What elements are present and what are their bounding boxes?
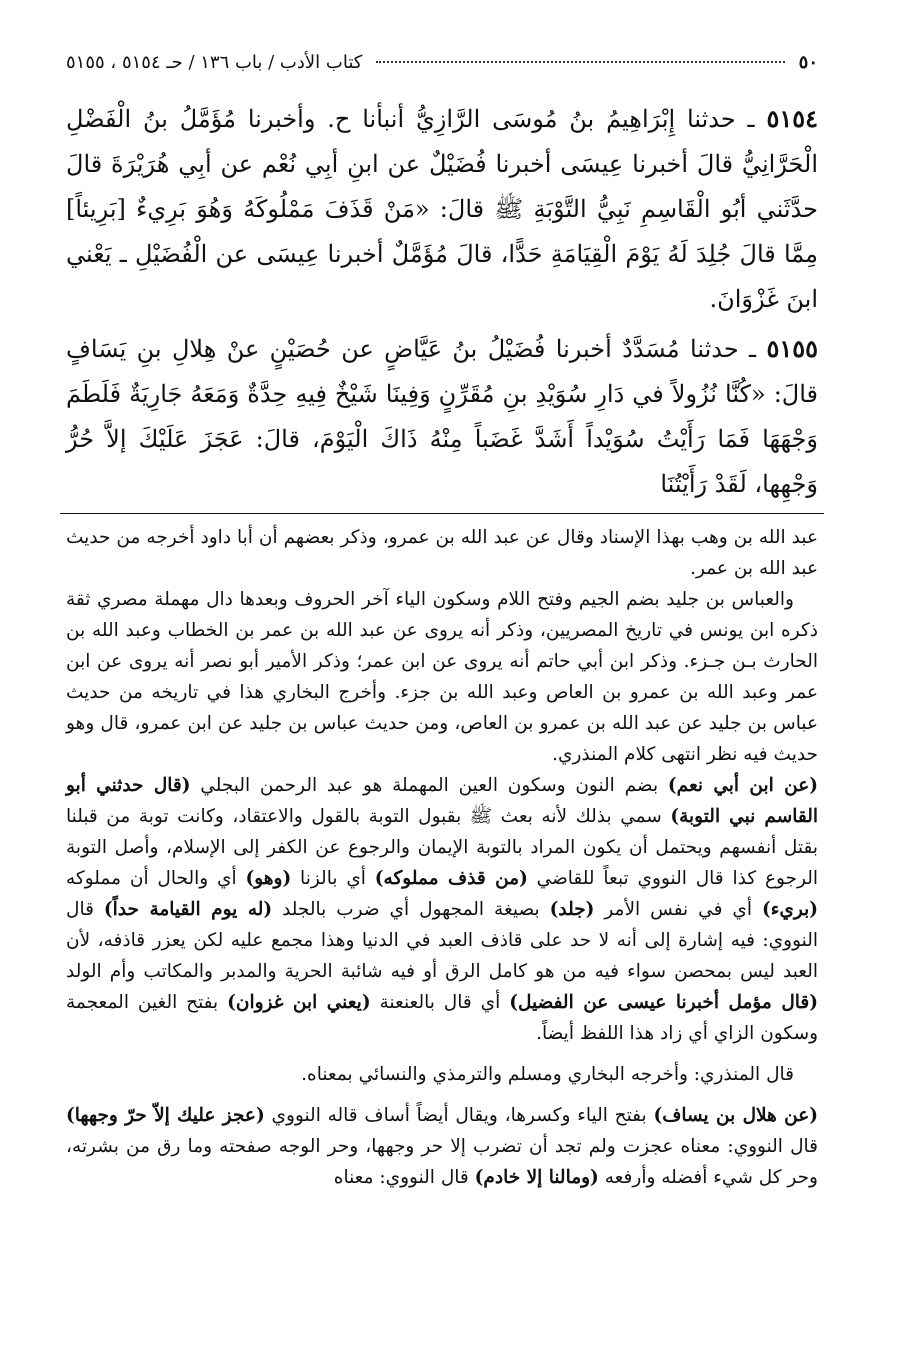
commentary-text: قال النووي: فيه إشارة إلى أنه لا حد على قاذف العبد في الدنيا وهذا مجمع عليه لكن يعزر قاذفه، لأن العبد ليس بمحصن سواء فيه من هو كامل الرق أو فيه شائبة الحرية والمدبر والمكاتب وأم الولد: [66, 899, 818, 982]
commentary-text: أي قال بالعنعنة: [370, 992, 510, 1013]
commentary-text: بصيغة المجهول أي ضرب بالجلد: [272, 899, 550, 920]
commentary-text: بضم النون وسكون العين المهملة هو عبد الرحمن البجلي: [190, 775, 668, 796]
running-head-title: كتاب الأدب / باب ١٣٦ / حـ ٥١٥٤ ، ٥١٥٥: [66, 52, 363, 73]
hadith-text: ـ حدثنا إِبْرَاهِيمُ بنُ مُوسَى الرَّازِيُّ أنبأنا ح. وأخبرنا مُؤَمَّلُ بنُ الْفَضْلِ الْحَرَّانِيُّ قالَ أخبرنا عِيسَى أخبرنا فُضَيْلٌ عن ابنِ أبِي نُعْم عن أبِي هُرَيْرَةَ قالَ حدَّثَني أبُو الْقَاسِمِ نَبِيُّ التَّوْبَةِ ﷺ قالَ: «مَنْ قَذَفَ مَمْلُوكَهُ وَهُوَ بَرِيءٌ [بَرِيئاً] مِمَّا قالَ جُلِدَ لَهُ يَوْمَ الْقِيَامَةِ حَدًّا، قالَ مُؤَمَّلٌ أخبرنا عِيسَى عن الْفُضَيْلِ ـ يَعْني ابنَ غَزْوَانَ.: [66, 105, 819, 313]
bold-quote: (ومالنا إلا خادم): [474, 1167, 599, 1188]
commentary-text: أي بالزنا: [291, 868, 375, 889]
commentary-paragraph-5: [66, 1100, 818, 1193]
bold-quote: (قال حدثني أبو القاسم نبي التوبة): [66, 775, 818, 827]
bold-quote: (قال مؤمل أخبرنا عيسى عن الفضيل): [509, 992, 819, 1013]
page-number: ٥٠: [798, 52, 818, 73]
bold-quote: (عن هلال بن يساف): [653, 1105, 819, 1126]
bold-quote: (من قذف مملوكه): [374, 868, 528, 889]
page: [66, 52, 818, 1193]
bold-quote: (بريء): [761, 899, 819, 920]
hadith-5154: [66, 96, 818, 322]
footnote-divider: [60, 513, 824, 514]
hadith-number: ٥١٥٥: [766, 334, 818, 363]
commentary-text: أي والحال أن مملوكه: [66, 868, 246, 889]
commentary-paragraph-1: عبد الله بن وهب بهذا الإسناد وقال عن عبد الله بن عمرو، وذكر بعضهم أن أبا داود أخرجه من حديث عبد الله بن عمر.: [66, 527, 818, 579]
hadith-text: ـ حدثنا مُسَدَّدٌ أخبرنا فُضَيْلُ بنُ عَيَّاضٍ عن حُصَيْنٍ عنْ هِلالِ بنِ يَسَافٍ قالَ: «كُنَّا نُزُولاً في دَارِ سُوَيْدِ بنِ مُقَرِّنٍ وَفِينَا شَيْخٌ فِيهِ حِدَّةٌ وَمَعَهُ جَارِيَةٌ فَلَطَمَ وَجْهَهَا فَمَا رَأَيْتُ سُوَيْداً أَشَدَّ غَضَباً مِنْهُ ذَاكَ الْيَوْمَ، قالَ: عَجَزَ عَلَيْكَ إلاَّ حُرُّ وَجْهِها، لَقَدْ رَأَيْتُنَا: [66, 335, 818, 498]
commentary-text: أي في نفس الأمر: [594, 899, 762, 920]
leader-dots: [376, 61, 784, 63]
commentary-paragraph-2: والعباس بن جليد بضم الجيم وفتح اللام وسكون الياء آخر الحروف وبعدها دال مهملة مصري ثقة ذكره ابن يونس في تاريخ المصريين، وذكر أنه يروى عن عبد الله بن عمر بن الخطاب وعبد الله بن الحارث بـن جـزء. وذكر ابن أبي حاتم أنه يروى عن ابن عمر؛ وذكر الأمير أبو نصر أنه يروى عن ابن عمر وعبد الله بن عمرو بن العاص وعبد الله بن جزء. وأخرج البخاري هذا في تاريخه من حديث عباس بن جليد عن عبد الله بن عمرو بن العاص، ومن حديث عباس بن جليد عن ابن عمرو، قال وهو حديث فيه نظر انتهى كلام المنذري.: [66, 589, 818, 765]
commentary-text: بفتح الغين المعجمة وسكون الزاي أي زاد هذا اللفظ أيضاً.: [66, 992, 818, 1044]
bold-quote: (يعني ابن غزوان): [227, 992, 371, 1013]
commentary-text: قال النووي: معناه: [333, 1167, 475, 1188]
commentary-text: قال النووي: معناه عجزت ولم تجد أن تضرب إلا حر وجهها، وحر الوجه صفحته وما رق من بشرته، وحر كل شيء أفضله وأرفعه: [66, 1136, 818, 1188]
commentary-paragraph-3: [66, 770, 818, 1049]
commentary-paragraph-4: قال المنذري: وأخرجه البخاري ومسلم والترمذي والنسائي بمعناه.: [301, 1064, 794, 1085]
running-head: [66, 52, 818, 86]
hadith-5155: [66, 326, 818, 507]
bold-quote: (جلد): [549, 899, 595, 920]
commentary-text: سمي بذلك لأنه بعث ﷺ بقبول التوبة بالقول والاعتقاد، وكانت توبة من قبلنا بقتل أنفسهم ويحتمل أن يكون المراد بالتوبة الإيمان والرجوع عن الكفر إلى الإسلام، وأصل التوبة الرجوع كذا قال النووي تبعاً للقاضي: [66, 806, 818, 889]
bold-quote: (وهو): [245, 868, 292, 889]
hadith-number: ٥١٥٤: [766, 104, 818, 133]
bold-quote: (عجز عليك إلاّ حرّ وجهها): [66, 1105, 265, 1126]
bold-quote: (عن ابن أبي نعم): [667, 775, 819, 796]
bold-quote: (له يوم القيامة حداً): [103, 899, 273, 920]
commentary-text: بفتح الياء وكسرها، ويقال أيضاً أساف قاله النووي: [264, 1105, 654, 1126]
